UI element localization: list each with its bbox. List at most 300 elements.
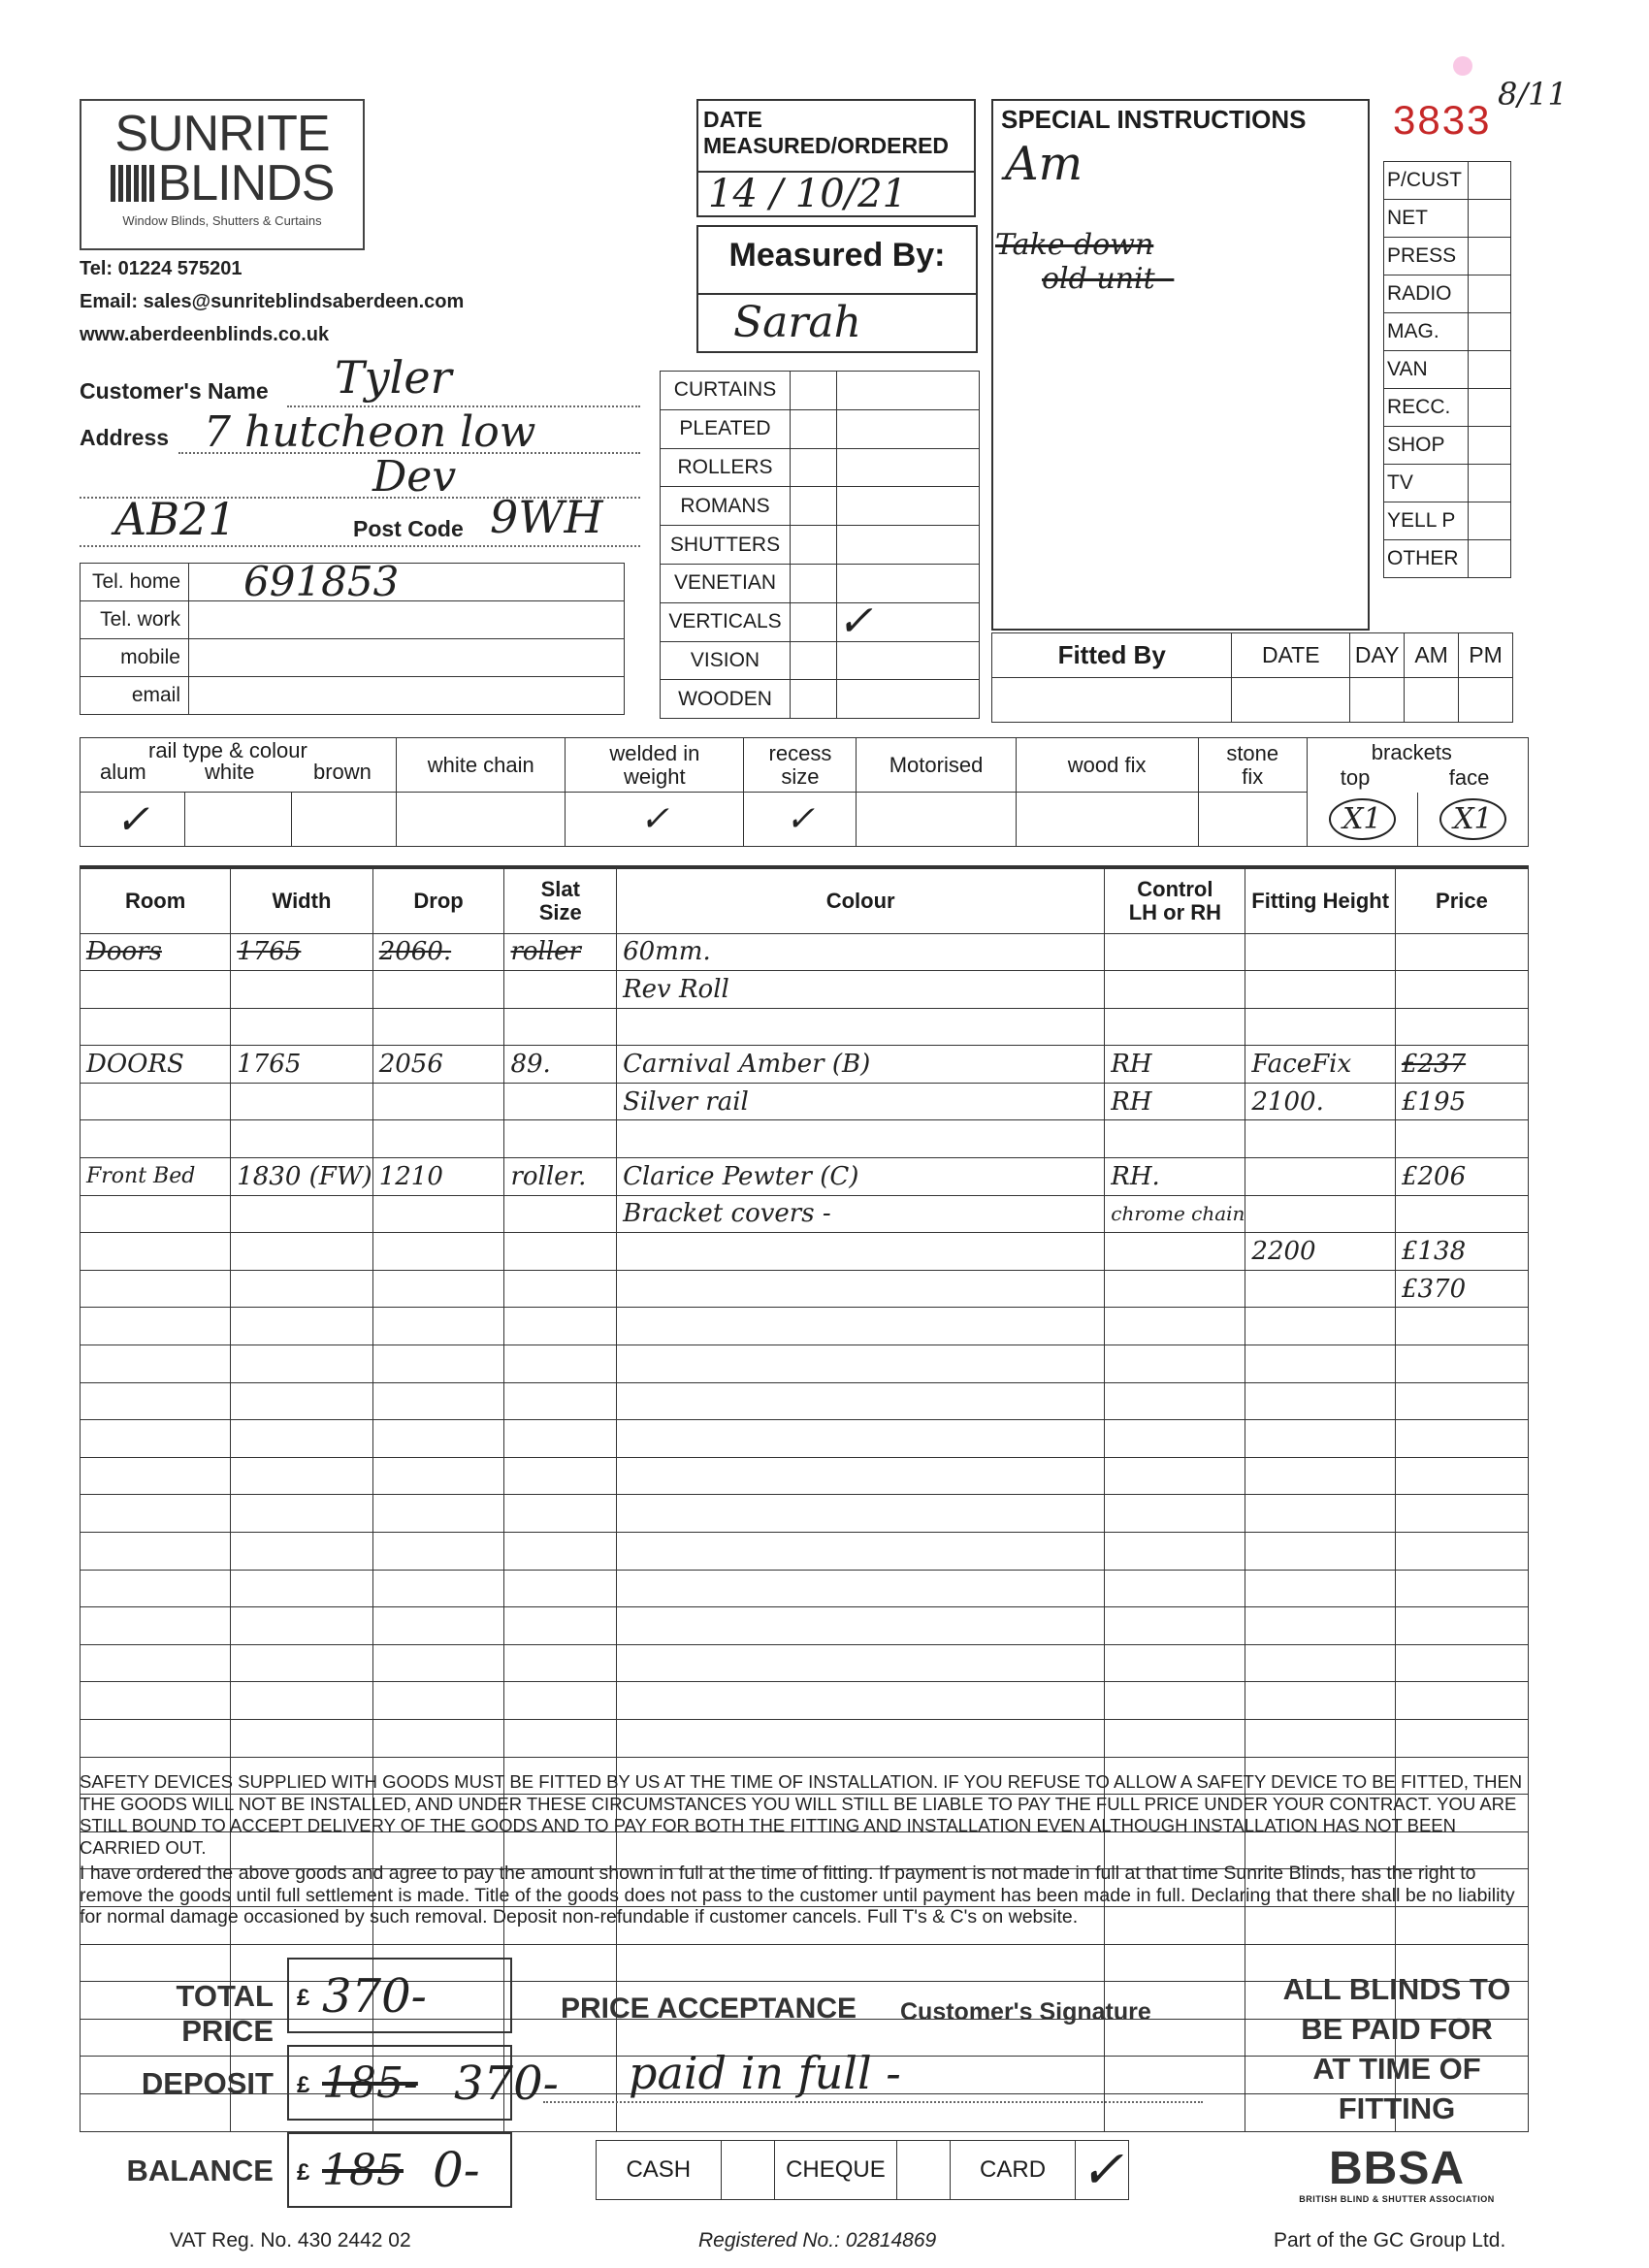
blind-type-checkbox[interactable]: [791, 409, 837, 448]
order-cell-colour: Bracket covers -: [617, 1195, 1105, 1233]
brackets-top-label: top: [1340, 765, 1371, 790]
measured-by-value: Sarah: [733, 298, 861, 347]
order-cell-room: [81, 1644, 231, 1682]
agreement-terms: I have ordered the above goods and agree to pay the amount shown in full at the time of fitting. If payment is not made in full at that time Sunrite Blinds, has the right to remove the goods until full settlement is made. Title of the goods does not pass to the customer until payment has been made in full. Declaring that there shall be no liability for normal damage occasioned by such removal. Deposit non-refundable if customer cancels. Full T's & C's on website.: [80, 1863, 1515, 1928]
vat-number: VAT Reg. No. 430 2442 02: [170, 2229, 411, 2252]
balance-label: BALANCE: [126, 2154, 274, 2187]
order-cell-width: [231, 1719, 372, 1757]
fitted-by-table: [991, 632, 1513, 723]
rail-white-label: white: [205, 760, 255, 784]
stone-fix-value: [1198, 793, 1307, 847]
order-cell-room: DOORS: [81, 1046, 231, 1084]
col-drop: Drop: [372, 867, 504, 933]
order-cell-room: [81, 1570, 231, 1607]
bbsa-logo-text: BBSA: [1328, 2143, 1465, 2194]
safety-terms: SAFETY DEVICES SUPPLIED WITH GOODS MUST BE FITTED BY US AT THE TIME OF INSTALLATION. IF YOU REFUSE TO ALLOW A SAFETY DEVICE TO BE FITTED, THEN THE GOODS WILL NOT BE INSTALLED, AND UNDER THESE CIRCUMSTANCES YOU WILL STILL BE LIABLE TO PAY THE FULL PRICE UNDER YOUR CONTRACT. YOU ARE STILL BOUND TO ACCEPT DELIVERY OF THE GOODS AND TO PAY FOR BOTH THE FITTING AND INSTALLATION EVEN ALTHOUGH INSTALLATION HAS NOT BEEN CARRIED OUT.: [80, 1771, 1523, 1858]
order-cell-control: [1105, 1420, 1245, 1458]
payment-method-table: [596, 2140, 1129, 2200]
order-cell-colour: [617, 1533, 1105, 1571]
date-label-line1: DATE: [703, 107, 762, 132]
order-cell-width: 1765: [231, 1046, 372, 1084]
order-cell-drop: 2060.: [372, 933, 504, 971]
col-fitting-height: Fitting Height: [1245, 867, 1396, 933]
order-cell-colour: Carnival Amber (B): [617, 1046, 1105, 1084]
blind-type-label: VENETIAN: [661, 564, 791, 602]
order-cell-width: [231, 971, 372, 1009]
order-cell-width: [231, 1495, 372, 1533]
order-cell-drop: [372, 1644, 504, 1682]
order-cell-height: [1245, 1607, 1396, 1645]
order-cell-price: [1395, 1382, 1528, 1420]
order-cell-control: [1105, 1644, 1245, 1682]
order-cell-room: [81, 1607, 231, 1645]
document-number: 3833: [1393, 97, 1492, 143]
order-cell-drop: [372, 1195, 504, 1233]
order-row: [81, 1495, 1529, 1533]
order-cell-width: [231, 1308, 372, 1345]
order-cell-colour: [617, 1607, 1105, 1645]
rail-alum-check: ✓: [81, 793, 185, 847]
order-cell-slat: [504, 1457, 617, 1495]
order-row: [81, 1570, 1529, 1607]
order-cell-drop: 2056: [372, 1046, 504, 1084]
recess-size-check: ✓: [744, 793, 857, 847]
order-cell-room: [81, 1233, 231, 1271]
special-note-am: Am: [1005, 137, 1083, 191]
order-cell-colour: Clarice Pewter (C): [617, 1158, 1105, 1196]
media-source-checkbox[interactable]: [1469, 502, 1511, 540]
order-cell-width: [231, 1570, 372, 1607]
blind-type-mark: [837, 409, 980, 448]
order-cell-width: [231, 1345, 372, 1383]
order-cell-slat: [504, 1008, 617, 1046]
blind-type-checkbox[interactable]: [791, 680, 837, 719]
order-cell-price: £206: [1395, 1158, 1528, 1196]
blind-type-table: [660, 371, 980, 719]
order-cell-control: [1105, 1570, 1245, 1607]
logo-name-line1: SUNRITE: [114, 106, 330, 162]
blind-type-checkbox[interactable]: [791, 487, 837, 526]
phone-label: mobile: [81, 639, 189, 677]
order-row: [81, 971, 1529, 1009]
order-cell-control: [1105, 1533, 1245, 1571]
recess-line1: recess: [768, 740, 832, 765]
order-cell-control: [1105, 1008, 1245, 1046]
order-cell-height: [1245, 1195, 1396, 1233]
fitted-day-value: [1350, 678, 1405, 723]
order-cell-control: RH: [1105, 1083, 1245, 1120]
order-row: [81, 1682, 1529, 1720]
special-note-takedown-2: old unit -: [1042, 262, 1175, 296]
welded-weight-check: ✓: [566, 793, 744, 847]
blind-type-checkbox[interactable]: [791, 448, 837, 487]
order-cell-drop: [372, 1270, 504, 1308]
pay-card-check[interactable]: ✓: [1075, 2141, 1128, 2200]
order-cell-room: [81, 1270, 231, 1308]
address-label: Address: [80, 425, 170, 450]
phone-label: Tel. work: [81, 601, 189, 639]
balance-box: [287, 2132, 512, 2208]
blind-type-row: [661, 409, 980, 448]
media-source-row: [1384, 351, 1511, 389]
order-cell-control: [1105, 1233, 1245, 1271]
pay-cash-label: CASH: [597, 2141, 722, 2200]
signature-value: paid in full -: [629, 2047, 901, 2099]
order-cell-slat: [504, 1495, 617, 1533]
blind-type-row: [661, 448, 980, 487]
order-row: [81, 933, 1529, 971]
order-cell-drop: [372, 1457, 504, 1495]
col-control-line2: LH or RH: [1128, 899, 1222, 924]
rail-type-header: [81, 738, 397, 793]
order-cell-control: chrome chain: [1105, 1195, 1245, 1233]
media-source-checkbox[interactable]: [1469, 427, 1511, 465]
welded-line2: weight: [624, 763, 686, 789]
order-row: [81, 1457, 1529, 1495]
order-cell-drop: [372, 1382, 504, 1420]
media-source-checkbox[interactable]: [1469, 465, 1511, 502]
pay-cash-box[interactable]: [721, 2141, 774, 2200]
brackets-face-value: X1: [1439, 798, 1505, 840]
media-source-checkbox[interactable]: [1469, 162, 1511, 200]
blind-type-mark: [837, 680, 980, 719]
brackets-face-value-cell: [1417, 793, 1528, 847]
order-cell-height: [1245, 1345, 1396, 1383]
order-cell-colour: [617, 1644, 1105, 1682]
date-note: 8/11: [1498, 76, 1568, 113]
order-row: [81, 1046, 1529, 1084]
order-cell-height: 2200: [1245, 1233, 1396, 1271]
phone-value: [189, 639, 625, 677]
order-cell-colour: [617, 1570, 1105, 1607]
phone-row: [81, 639, 625, 677]
total-price-label: TOTAL PRICE: [176, 1979, 274, 2048]
order-cell-colour: [617, 1944, 1105, 1982]
notice-line3: AT TIME OF: [1312, 2052, 1481, 2086]
company-website: www.aberdeenblinds.co.uk: [80, 324, 330, 345]
date-measured-value: 14 / 10/21: [708, 172, 908, 216]
phone-label: email: [81, 677, 189, 715]
media-source-label: SHOP: [1384, 427, 1469, 465]
pay-cheque-box[interactable]: [897, 2141, 951, 2200]
blind-type-mark: [837, 526, 980, 565]
deposit-currency: £: [297, 2072, 310, 2098]
rail-type-label: rail type & colour: [148, 738, 307, 762]
order-cell-height: [1245, 971, 1396, 1009]
order-cell-width: 1765: [231, 933, 372, 971]
order-cell-width: [231, 1120, 372, 1158]
order-cell-price: [1395, 971, 1528, 1009]
order-cell-control: [1105, 1308, 1245, 1345]
order-cell-width: [231, 1420, 372, 1458]
fitted-by-value: [992, 678, 1232, 723]
blind-type-row: [661, 564, 980, 602]
order-cell-height: [1245, 1308, 1396, 1345]
order-cell-slat: 89.: [504, 1046, 617, 1084]
order-cell-colour: 60mm.: [617, 933, 1105, 971]
media-source-row: [1384, 502, 1511, 540]
phone-table: [80, 558, 625, 715]
blind-type-row: [661, 680, 980, 719]
col-control-line1: Control: [1137, 876, 1213, 901]
phone-value: [189, 601, 625, 639]
stone-line2: fix: [1242, 763, 1264, 789]
measured-by-label: Measured By:: [698, 227, 976, 295]
logo-name-line2: BLINDS: [157, 155, 335, 211]
media-source-row: [1384, 465, 1511, 502]
order-cell-room: [81, 1457, 231, 1495]
wood-fix-label: wood fix: [1016, 738, 1198, 793]
order-cell-room: Doors: [81, 933, 231, 971]
order-cell-control: [1105, 933, 1245, 971]
deposit-value: 370-: [454, 2057, 559, 2111]
order-row: [81, 1158, 1529, 1196]
order-row: [81, 1270, 1529, 1308]
order-cell-colour: Rev Roll: [617, 971, 1105, 1009]
stone-line1: stone: [1226, 740, 1279, 765]
media-source-row: [1384, 540, 1511, 578]
welded-weight-label: [566, 738, 744, 793]
order-cell-control: [1105, 1457, 1245, 1495]
address-line-3: [80, 545, 640, 547]
fitted-am-value: [1405, 678, 1459, 723]
order-cell-drop: [372, 1495, 504, 1533]
media-source-row: [1384, 238, 1511, 275]
order-cell-slat: [504, 1719, 617, 1757]
order-cell-drop: [372, 1682, 504, 1720]
order-cell-slat: roller.: [504, 1158, 617, 1196]
blind-type-mark: ✓: [837, 602, 980, 641]
order-cell-room: [81, 971, 231, 1009]
rail-brown-value: [292, 793, 397, 847]
total-price-value: 370-: [322, 1969, 427, 2024]
media-source-checkbox[interactable]: [1469, 275, 1511, 313]
order-cell-height: FaceFix: [1245, 1046, 1396, 1084]
deposit-box: [287, 2045, 559, 2121]
col-control: [1105, 867, 1245, 933]
phone-value: [189, 677, 625, 715]
order-cell-slat: [504, 1083, 617, 1120]
order-cell-height: [1245, 1719, 1396, 1757]
blind-type-row: [661, 602, 980, 641]
order-cell-room: [81, 1345, 231, 1383]
special-instructions-box: [991, 99, 1370, 631]
order-cell-drop: [372, 971, 504, 1009]
fitted-pm-value: [1459, 678, 1513, 723]
order-cell-room: [81, 1495, 231, 1533]
media-source-checkbox[interactable]: [1469, 351, 1511, 389]
order-cell-room: [81, 1120, 231, 1158]
order-cell-height: [1245, 1644, 1396, 1682]
order-row: [81, 1008, 1529, 1046]
pay-card-label: CARD: [951, 2141, 1076, 2200]
order-cell-height: [1245, 1008, 1396, 1046]
logo-name-line2-wrap: [95, 155, 349, 211]
order-cell-slat: [504, 1420, 617, 1458]
blind-type-row: [661, 372, 980, 410]
bbsa-caption: BRITISH BLIND & SHUTTER ASSOCIATION: [1299, 2194, 1495, 2204]
address-value-3: AB21: [114, 493, 237, 545]
media-source-label: PRESS: [1384, 238, 1469, 275]
deposit-label: DEPOSIT: [141, 2066, 274, 2100]
order-cell-slat: [504, 1308, 617, 1345]
order-row: [81, 1233, 1529, 1271]
order-cell-height: [1245, 1495, 1396, 1533]
fitted-am-label: AM: [1405, 633, 1459, 678]
order-cell-price: [1395, 1457, 1528, 1495]
order-cell-control: [1105, 1270, 1245, 1308]
date-label-line2: MEASURED/ORDERED: [703, 133, 950, 158]
blind-type-checkbox[interactable]: [791, 641, 837, 680]
blind-type-label: VISION: [661, 641, 791, 680]
order-cell-price: [1395, 1195, 1528, 1233]
brackets-label: brackets: [1371, 740, 1452, 764]
order-cell-room: [81, 1308, 231, 1345]
media-source-label: VAN: [1384, 351, 1469, 389]
order-cell-colour: [617, 1719, 1105, 1757]
media-source-checkbox[interactable]: [1469, 313, 1511, 351]
order-cell-price: [1395, 1308, 1528, 1345]
order-cell-width: [231, 1270, 372, 1308]
order-cell-colour: [617, 1120, 1105, 1158]
media-source-checkbox[interactable]: [1469, 200, 1511, 238]
brackets-top-value-cell: [1307, 793, 1417, 847]
phone-row: [81, 601, 625, 639]
order-cell-room: [81, 1195, 231, 1233]
bbsa-logo: [1280, 2144, 1513, 2204]
col-slat-line2: Size: [538, 899, 582, 924]
media-source-checkbox[interactable]: [1469, 238, 1511, 275]
order-cell-slat: [504, 1644, 617, 1682]
order-cell-price: £237: [1395, 1046, 1528, 1084]
order-cell-height: [1245, 1457, 1396, 1495]
order-cell-height: [1245, 1570, 1396, 1607]
order-cell-control: [1105, 1120, 1245, 1158]
order-cell-room: [81, 1682, 231, 1720]
order-cell-slat: [504, 1944, 617, 1982]
col-price: Price: [1395, 867, 1528, 933]
media-source-row: [1384, 162, 1511, 200]
order-cell-price: [1395, 1345, 1528, 1383]
blind-type-checkbox[interactable]: [791, 372, 837, 410]
order-cell-height: [1245, 1533, 1396, 1571]
order-cell-control: [1105, 1682, 1245, 1720]
order-cell-drop: 1210: [372, 1158, 504, 1196]
order-cell-room: [81, 1382, 231, 1420]
special-note-takedown-1: Take down: [995, 228, 1154, 262]
order-cell-width: [231, 1607, 372, 1645]
signature-line[interactable]: [543, 2101, 1203, 2103]
order-lines-table: [80, 865, 1529, 2132]
rail-white-value: [185, 793, 292, 847]
motorised-value: [857, 793, 1016, 847]
order-cell-drop: [372, 1533, 504, 1571]
white-chain-value: [397, 793, 566, 847]
order-cell-colour: [617, 1308, 1105, 1345]
logo-tagline: Window Blinds, Shutters & Curtains: [122, 213, 322, 228]
order-cell-control: [1105, 1382, 1245, 1420]
fitted-by-label: Fitted By: [992, 633, 1232, 678]
order-cell-colour: [617, 1420, 1105, 1458]
order-row: [81, 1382, 1529, 1420]
order-cell-colour: [617, 1457, 1105, 1495]
measured-by-box: [696, 225, 978, 353]
order-row: [81, 1195, 1529, 1233]
blind-type-label: WOODEN: [661, 680, 791, 719]
order-cell-control: [1105, 1495, 1245, 1533]
blind-type-checkbox[interactable]: [791, 526, 837, 565]
media-source-label: TV: [1384, 465, 1469, 502]
order-row: [81, 1607, 1529, 1645]
order-cell-control: [1105, 1719, 1245, 1757]
order-cell-room: [81, 1944, 231, 1982]
rail-alum-label: alum: [100, 760, 146, 784]
order-cell-height: [1245, 1420, 1396, 1458]
media-source-label: NET: [1384, 200, 1469, 238]
order-cell-width: [231, 1008, 372, 1046]
wood-fix-value: [1016, 793, 1198, 847]
order-cell-height: [1245, 1682, 1396, 1720]
blind-type-row: [661, 526, 980, 565]
blind-type-checkbox[interactable]: [791, 564, 837, 602]
stone-fix-label: [1198, 738, 1307, 793]
media-source-label: YELL P: [1384, 502, 1469, 540]
order-cell-drop: [372, 1607, 504, 1645]
blind-type-mark: [837, 372, 980, 410]
media-source-checkbox[interactable]: [1469, 540, 1511, 578]
col-colour: Colour: [617, 867, 1105, 933]
notice-line1: ALL BLINDS TO: [1282, 1972, 1511, 2006]
order-cell-drop: [372, 1420, 504, 1458]
order-cell-slat: [504, 1382, 617, 1420]
order-cell-price: [1395, 1644, 1528, 1682]
blind-type-mark: [837, 487, 980, 526]
balance-old-value: 185: [322, 2146, 404, 2195]
media-source-row: [1384, 313, 1511, 351]
order-row: [81, 1120, 1529, 1158]
order-cell-slat: [504, 1195, 617, 1233]
blind-type-row: [661, 487, 980, 526]
order-cell-width: [231, 1195, 372, 1233]
special-instructions-label: SPECIAL INSTRUCTIONS: [1001, 105, 1307, 134]
col-room: Room: [81, 867, 231, 933]
order-cell-control: [1105, 2093, 1245, 2131]
media-source-checkbox[interactable]: [1469, 389, 1511, 427]
order-cell-drop: [372, 1570, 504, 1607]
fitted-pm-label: PM: [1459, 633, 1513, 678]
media-source-label: OTHER: [1384, 540, 1469, 578]
order-cell-width: [231, 1382, 372, 1420]
order-cell-control: RH: [1105, 1046, 1245, 1084]
order-row: [81, 1644, 1529, 1682]
phone-value: 691853: [189, 564, 625, 601]
media-source-label: MAG.: [1384, 313, 1469, 351]
order-cell-width: [231, 1233, 372, 1271]
order-cell-room: [81, 1420, 231, 1458]
order-cell-price: [1395, 1120, 1528, 1158]
order-cell-slat: roller: [504, 933, 617, 971]
order-cell-control: [1105, 1345, 1245, 1383]
order-cell-price: £370: [1395, 1270, 1528, 1308]
order-cell-height: [1245, 933, 1396, 971]
order-cell-colour: [617, 1682, 1105, 1720]
blind-type-row: [661, 641, 980, 680]
blind-type-checkbox[interactable]: [791, 602, 837, 641]
brackets-header: [1307, 738, 1528, 793]
deposit-old-value: 185-: [322, 2058, 418, 2108]
address-value-1: 7 hutcheon low: [204, 407, 536, 457]
date-measured-box: [696, 99, 976, 217]
